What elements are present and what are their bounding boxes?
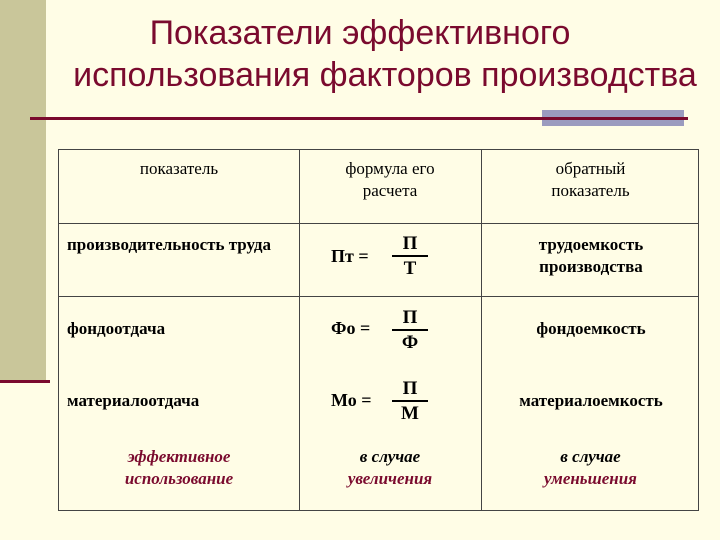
footer-decrease — [481, 446, 700, 490]
formula-numerator: П — [392, 307, 428, 331]
footer-increase-line1: в случае — [359, 447, 421, 466]
footer-efficient-line2: использование — [124, 469, 234, 488]
formula-numerator: П — [392, 233, 428, 257]
row-indicator-capital-productivity: фондоотдача — [67, 319, 166, 338]
formula-denominator: М — [401, 403, 419, 424]
title-divider — [30, 117, 688, 120]
indicators-table — [58, 149, 699, 511]
footer-efficient-line1: эффективное — [127, 447, 231, 466]
formula-denominator: Ф — [401, 332, 419, 353]
formula-denominator: Т — [403, 258, 417, 279]
slide-title-line2: использования факторов производства — [73, 56, 697, 94]
formula-fraction-capital — [392, 307, 428, 355]
footer-increase-line2: увеличения — [347, 469, 433, 488]
slide-title-line1: Показатели эффективного — [149, 14, 571, 52]
footer-decrease-line2: уменьшения — [544, 469, 637, 488]
formula-numerator: П — [392, 378, 428, 402]
table-row-divider — [59, 296, 698, 297]
formula-label-capital: Фо = — [331, 318, 371, 338]
row-inverse-material-intensity: материалоемкость — [519, 391, 663, 410]
decor-sidebar-rule — [0, 380, 50, 383]
formula-fraction-labor — [392, 233, 428, 281]
row-inverse-capital-intensity: фондоемкость — [536, 319, 646, 338]
footer-efficient-use — [59, 446, 299, 490]
slide-title — [40, 12, 720, 96]
footer-increase — [299, 446, 481, 490]
header-inverse: обратный показатель — [551, 159, 630, 200]
row-indicator-labor-productivity: производительность труда — [67, 235, 272, 254]
table-row-divider — [59, 223, 698, 224]
header-formula: формула его расчета — [345, 159, 435, 200]
footer-decrease-line1: в случае — [560, 447, 621, 466]
header-indicator: показатель — [139, 159, 219, 178]
formula-label-labor: Пт = — [331, 246, 369, 266]
formula-label-material: Мо = — [331, 390, 372, 410]
formula-fraction-material — [392, 378, 428, 426]
row-indicator-material-productivity: материалоотдача — [67, 391, 200, 410]
row-inverse-labor-intensity: трудоемкость производства — [538, 235, 644, 276]
